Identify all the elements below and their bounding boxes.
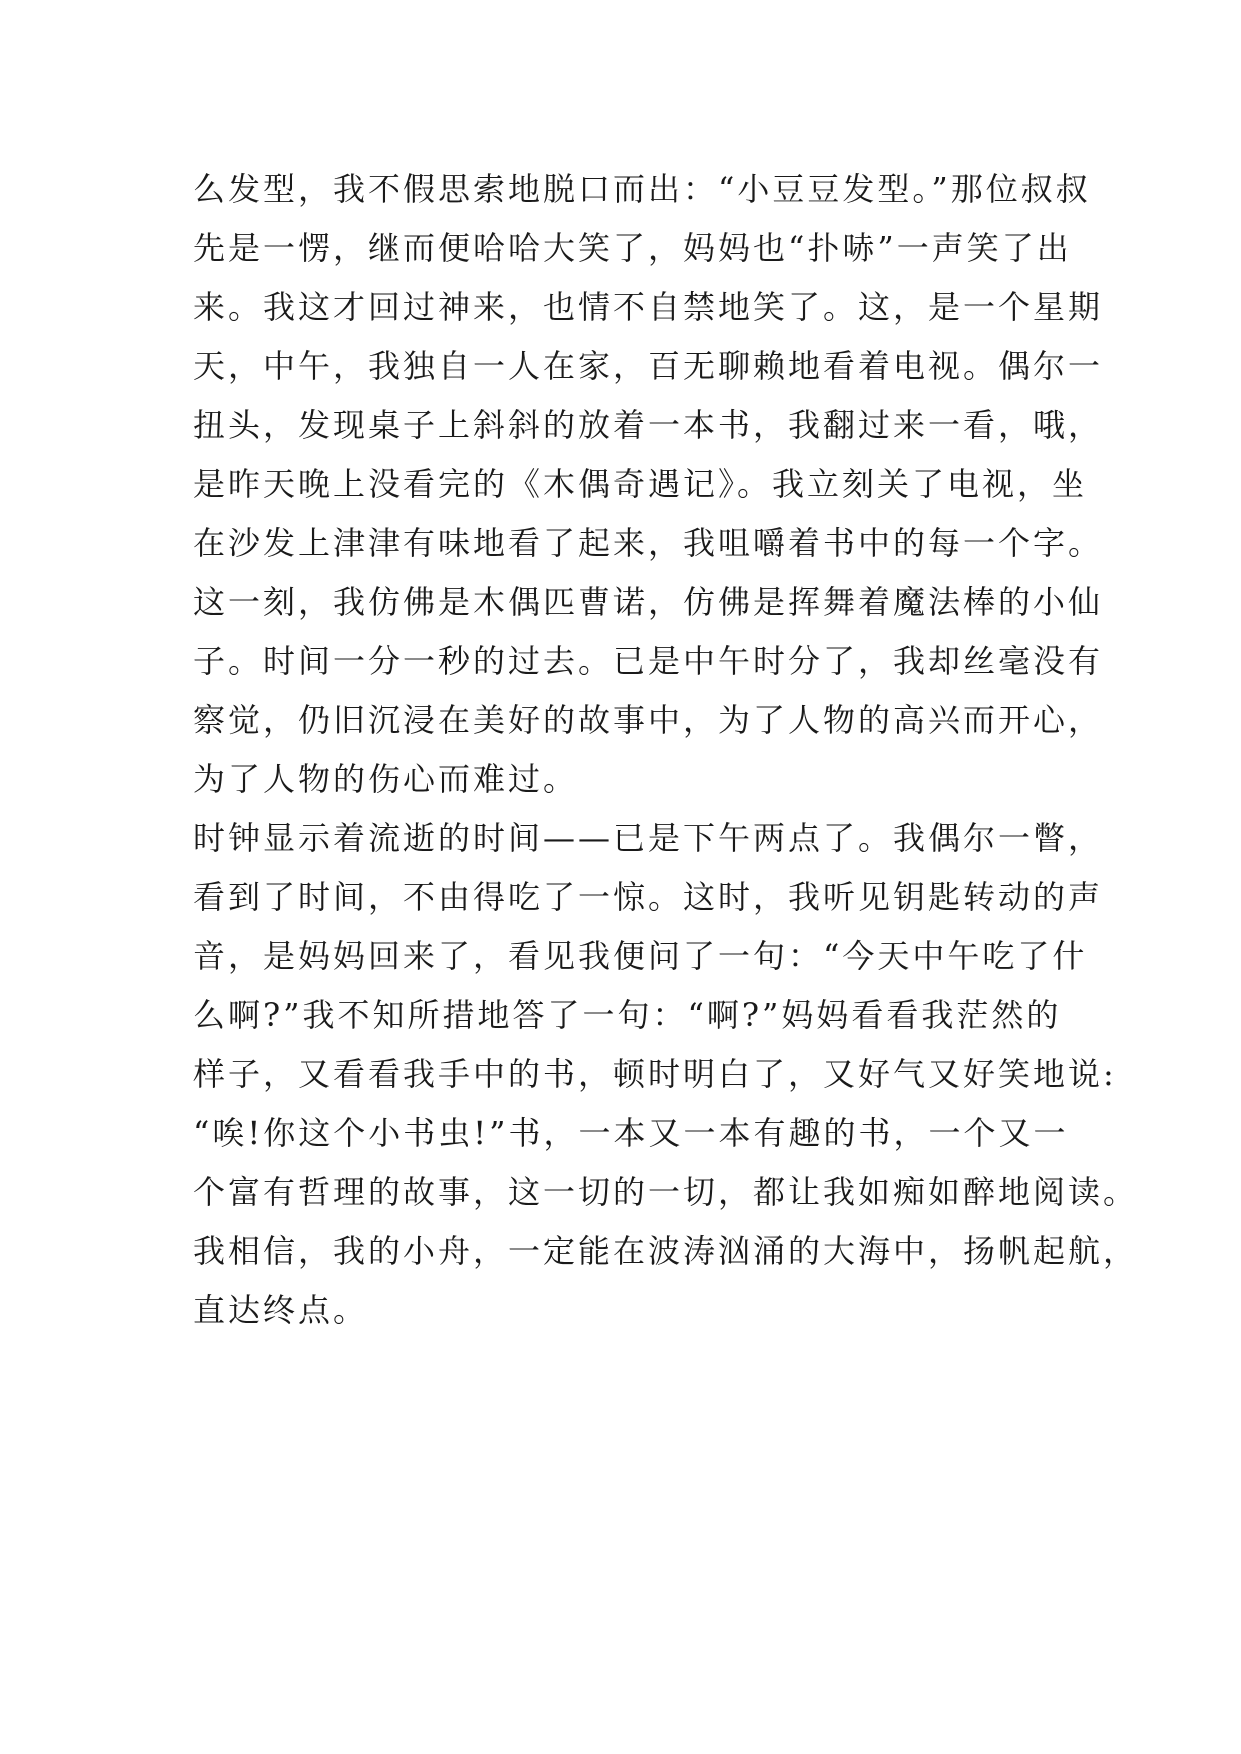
text-line: 音，是妈妈回来了，看见我便问了一句：“今天中午吃了什 <box>193 937 1088 975</box>
text-line: 为了人物的伤心而难过。 <box>193 760 579 798</box>
text-line: 察觉，仍旧沉浸在美好的故事中，为了人物的高兴而开心， <box>193 701 1104 739</box>
text-line: 来。我这才回过神来，也情不自禁地笑了。这，是一个星期 <box>193 288 1104 326</box>
text-line: 天，中午，我独自一人在家，百无聊赖地看着电视。偶尔一 <box>193 347 1104 385</box>
text-line: 么啊?”我不知所措地答了一句：“啊?”妈妈看看我茫然的 <box>193 996 1062 1034</box>
text-line: 在沙发上津津有味地看了起来，我咀嚼着书中的每一个字。 <box>193 524 1104 562</box>
text-line: 是昨天晚上没看完的《木偶奇遇记》。我立刻关了电视，坐 <box>193 465 1088 503</box>
text-line: “唉!你这个小书虫!”书，一本又一本有趣的书，一个又一 <box>193 1114 1069 1152</box>
text-line: 先是一愣，继而便哈哈大笑了，妈妈也“扑哧”一声笑了出 <box>193 229 1072 267</box>
body-text <box>193 160 1139 1340</box>
text-line: 这一刻，我仿佛是木偶匹曹诺，仿佛是挥舞着魔法棒的小仙 <box>193 583 1104 621</box>
text-line: 看到了时间，不由得吃了一惊。这时，我听见钥匙转动的声 <box>193 878 1104 916</box>
text-line: 我相信，我的小舟，一定能在波涛汹涌的大海中，扬帆起航， <box>193 1232 1139 1270</box>
text-line: 样子，又看看我手中的书，顿时明白了，又好气又好笑地说: <box>193 1055 1117 1093</box>
text-line: 扭头，发现桌子上斜斜的放着一本书，我翻过来一看，哦， <box>193 406 1104 444</box>
text-line: 个富有哲理的故事，这一切的一切，都让我如痴如醉地阅读。 <box>193 1173 1139 1211</box>
text-line: 直达终点。 <box>193 1291 369 1329</box>
text-line: 么发型，我不假思索地脱口而出：“小豆豆发型。”那位叔叔 <box>193 170 1091 208</box>
text-line: 子。时间一分一秒的过去。已是中午时分了，我却丝毫没有 <box>193 642 1104 680</box>
text-line: 时钟显示着流逝的时间——已是下午两点了。我偶尔一瞥， <box>193 819 1104 857</box>
